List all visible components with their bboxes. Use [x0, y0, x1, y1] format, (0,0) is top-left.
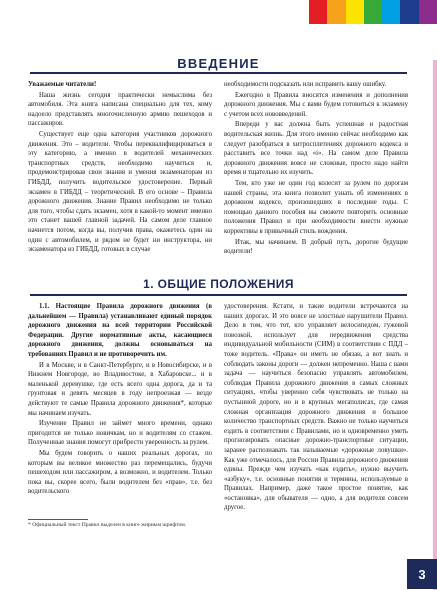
section-paragraph: удостоверения. Кстати, и такие водители встречаются на наших дорогах. И это вовсе не злостные нарушители Правил. Дело в том, что тот, кто управляет велосипедом, гужевой повозкой, использует для передвижения средства индивидуальной мобильности (СИМ) в соответствии с ПДД – тоже водитель. «Права» он иметь не обязан, а вот знать и соблюдать законы дороги — должен непременно. Наша с вами задача — научиться безопасно управлять автомобилем, соблюдая Правила дорожного движения в самых сложных ситуациях, чтобы уверенно себя чувствовать не только на пустынной дороге, но и в крупных мегаполисах, где самая сложная организация дорожного движения и большое количество транспортных средств. Важно не только научиться ездить в соответствии с Правилами, но и одновременно уметь прогнозировать опасные дорожно-транспортные ситуации, заранее распознавать так называемые «дорожные ловушки». Как уже отмечалось, для России Правила дорожного движения едины. Прежде чем изучать «как ездить», нужно выучить «азбуку», т.е. основные понятия и термины, используемые в Правилах. Например, даже такое простое понятие, как «остановка», для обывателя — одно, а для водителя совсем другое. — [224, 303, 408, 512]
section-right-column — [224, 302, 408, 513]
rainbow-stripe — [346, 0, 364, 24]
rainbow-stripe — [327, 0, 345, 24]
page-title: ВВЕДЕНИЕ — [177, 56, 260, 71]
rainbow-stripe — [419, 0, 437, 24]
section-title: 1. ОБЩИЕ ПОЛОЖЕНИЯ — [143, 277, 294, 291]
rainbow-stripe — [309, 0, 327, 24]
footnote-divider — [28, 519, 88, 520]
greeting: Уважаемые читатели! — [28, 81, 97, 88]
side-decor-strip — [433, 60, 437, 590]
rainbow-stripe — [382, 0, 400, 24]
intro-left-column — [28, 80, 212, 257]
rainbow-stripe — [364, 0, 382, 24]
intro-paragraph: необходимости подсказать или исправить вашу ошибку. — [224, 81, 387, 88]
intro-right-column — [224, 80, 408, 257]
rainbow-header-bar — [309, 0, 437, 24]
intro-paragraph: Существует еще одна категория участников дорожного движения. Это – водители. Чтобы переквалифицироваться в эту категорию, а именно в водителей механических транспортных средств, необходимо научиться и, продемонстрировав свои знания и умения экзаменаторам из ГИБДД, получить водительское удостоверение. Первый экзамен в ГИБДД – теоретический. В его основе – Правила дорожного движения. Знание Правил необходимо не только для того, чтобы сдать экзамен, хотя в какой-то момент именно это станет вашей главной задачей. На самом деле главное начнется потом, когда вы, получив права, окажетесь один на один с автомобилем, и рядом не будет ни инструктора, ни экзаменатора из ГИБДД, готовых в случае — [28, 130, 212, 254]
section-left-column — [28, 302, 212, 513]
rule-1-1: 1.1. Настоящие Правила дорожного движения (в дальнейшем — Правила) устанавливают единый порядок дорожного движения на всей территории Российской Федерации. Другие нормативные акты, касающиеся дорожного движения, должны основываться на требованиях Правил и не противоречить им. — [28, 303, 212, 358]
intro-paragraph: Ежегодно в Правила вносятся изменения и дополнения дорожного движения. Мы с вами будем готовиться к экзамену с учетом всех нововведений. — [224, 91, 408, 118]
intro-columns — [28, 80, 408, 257]
intro-paragraph: Тем, кто уже не один год колесит за рулем по дорогам нашей страны, эта книга позволит узнать об изменениях в дорожном кодексе, произошедших в последние годы. С помощью данного пособия вы сможете повторить основные положения Правил и при необходимости внести нужные коррективы в привычный стиль вождения. — [224, 179, 408, 235]
rainbow-stripe — [400, 0, 418, 24]
section-columns — [28, 302, 408, 513]
section-paragraph: Мы будем говорить о наших реальных дорогах, по которым вы великое множество раз перемещались, будучи пешеходом или пассажиром, а возможно, и водителем. Только пока вы, скорее всего, были водителем без «прав», т.е. без водительского — [28, 449, 212, 496]
intro-paragraph: Впереди у вас должна быть успешная и радостная водительская жизнь. Для этого именно сейчас необходимо как следует разобраться в хитросплетениях дорожного кодекса и расставить все точки над «i». На самом деле Правила дорожного движения вовсе не сложные, просто надо найти время и тщательно их изучить. — [224, 121, 408, 177]
section-paragraph: И в Москве, и в Санкт-Петербурге, и в Новосибирске, и в Нижнем Новгороде, во Владивостоке, в Хабаровске... и в маленькой деревушке, где есть всего одна дорога, да и та грунтовая и девять месяцев в году непроезжая — везде действуют те самые Правила дорожного движения*, которые мы начинаем изучать. — [28, 361, 212, 417]
intro-paragraph: Наша жизнь сегодня практически немыслима без автомобиля. Эта книга написана специально для тех, кому надоело представлять многочисленную армию пешеходов и пассажиров. — [28, 91, 212, 128]
intro-paragraph: Итак, мы начинаем. В добрый путь, дорогие будущие водители! — [224, 238, 408, 256]
section-divider — [30, 294, 407, 296]
title-divider — [30, 72, 407, 74]
footnote: * Официальный текст Правил выделен в книге жирным шрифтом. — [28, 522, 187, 528]
section-paragraph: Изучение Правил не займет много времени, однако пригодится не только новичкам, но и водителям со стажем. Полученные знания помогут прибрести уверенность за рулем. — [28, 420, 212, 447]
page-number: 3 — [407, 559, 437, 589]
